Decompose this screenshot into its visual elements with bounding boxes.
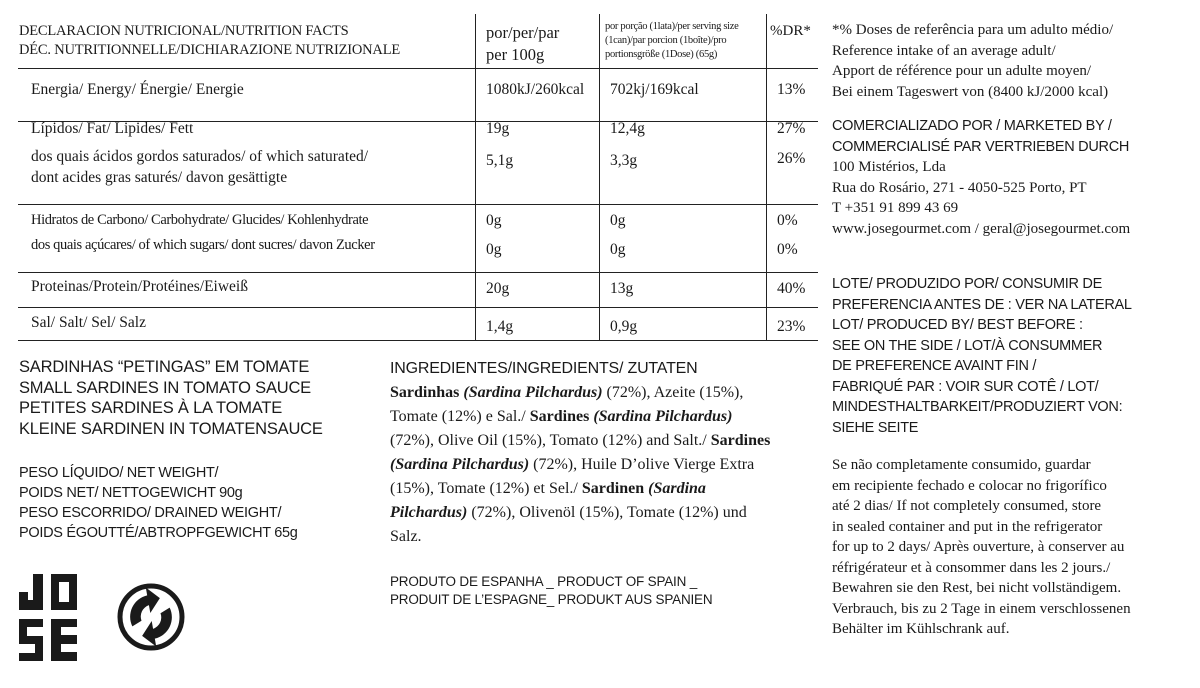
product-name-de: KLEINE SARDINEN IN TOMATENSAUCE (19, 419, 323, 438)
ingredient-rest: (72%), Olivenöl (15%), Tomate (12%) und Salz. (390, 504, 747, 545)
saturated-per100: 5,1g (486, 152, 514, 169)
reference-note-line: Bei einem Tageswert von (8400 kJ/2000 kcal) (832, 83, 1109, 100)
storage-line: em recipiente fechado e colocar no frigorífico (832, 477, 1107, 494)
lot-line: DE PREFERENCE AVAINT FIN / (832, 358, 1037, 374)
per100-header-line: per 100g (486, 45, 545, 64)
jose-logo (19, 574, 77, 661)
ingredient-latin: (Sardina Pilchardus) (390, 456, 530, 473)
table-divider (766, 14, 767, 341)
table-divider (18, 204, 818, 205)
saturated-dr: 26% (777, 150, 806, 167)
table-divider (18, 340, 818, 341)
sugars-label: dos quais açúcares/ of which sugars/ dont sucres/ davon Zucker (31, 237, 375, 253)
ingredients-text (390, 381, 780, 549)
ingredients-title: INGREDIENTES/INGREDIENTS/ ZUTATEN (390, 360, 698, 377)
table-divider (18, 272, 818, 273)
sugars-dr: 0% (777, 241, 798, 258)
company-name: 100 Mistérios, Lda (832, 159, 946, 175)
protein-dr: 40% (777, 280, 806, 297)
company-web-email: www.josegourmet.com / geral@josegourmet.com (832, 220, 1131, 237)
weight-line: PESO LÍQUIDO/ NET WEIGHT/ (19, 465, 219, 481)
serving-header (605, 20, 739, 62)
ingredient-rest: (72%), Azeite (15%), Tomate (12%) e Sal./ (390, 384, 744, 425)
saturated-label-line: dos quais ácidos gordos saturados/ of which saturated/ (31, 148, 369, 165)
storage-instructions (832, 455, 1131, 640)
storage-line: for up to 2 days/ Après ouverture, à conserver au (832, 539, 1125, 555)
fat-per100: 19g (486, 120, 510, 137)
storage-line: Verbrauch, bis zu 2 Tage in einem verschlossenen (832, 600, 1131, 617)
saturated-label-line: dont acides gras saturés/ davon gesättigte (31, 169, 288, 186)
lot-line: SEE ON THE SIDE / LOT/À CONSUMMER (832, 337, 1103, 354)
weight-line: PESO ESCORRIDO/ DRAINED WEIGHT/ (19, 505, 282, 521)
product-names (19, 357, 323, 439)
lot-info (832, 274, 1132, 438)
fat-label: Lípidos/ Fat/ Lipides/ Fett (31, 120, 194, 137)
ingredient-name: Sardinhas (390, 384, 460, 401)
weight-line: POIDS ÉGOUTTÉ/ABTROPFGEWICHT 65g (19, 525, 298, 541)
storage-line: réfrigérateur et à consommer dans les 2 jours./ (832, 559, 1111, 576)
marketer-heading: COMERCIALIZADO POR / MARKETED BY / (832, 118, 1112, 134)
reference-note-line: Reference intake of an average adult/ (832, 42, 1056, 59)
serving-header-line: portionsgröße (1Dose) (65g) (605, 49, 718, 60)
energy-label: Energia/ Energy/ Énergie/ Energie (31, 81, 244, 98)
origin (390, 573, 712, 609)
storage-line: até 2 dias/ If not completely consumed, store (832, 498, 1102, 514)
weight-line: POIDS NET/ NETTOGEWICHT 90g (19, 485, 243, 501)
green-dot-recycle-icon (117, 583, 185, 651)
reference-note (832, 20, 1113, 102)
carbs-label: Hidratos de Carbono/ Carbohydrate/ Glucides/ Kohlenhydrate (31, 212, 369, 228)
marketer-block (832, 116, 1130, 239)
salt-serving: 0,9g (610, 318, 638, 335)
energy-dr: 13% (777, 81, 806, 98)
protein-label: Proteinas/Protein/Protéines/Eiweiß (31, 278, 248, 295)
reference-note-line: Apport de référence pour un adulte moyen/ (832, 63, 1092, 79)
storage-line: in sealed container and put in the refrigerator (832, 518, 1103, 535)
storage-line: Se não completamente consumido, guardar (832, 457, 1091, 473)
salt-label: Sal/ Salt/ Sel/ Salz (31, 314, 146, 331)
lot-line: PREFERENCIA ANTES DE : VER NA LATERAL (832, 296, 1132, 313)
weights (19, 463, 298, 543)
per100-header (486, 22, 559, 66)
table-title-line: DÉC. NUTRITIONNELLE/DICHIARAZIONE NUTRIZIONALE (19, 42, 401, 58)
company-phone: T +351 91 899 43 69 (832, 200, 959, 216)
fat-serving: 12,4g (610, 120, 645, 137)
ingredient-latin: (Sardina Pilchardus) (463, 384, 603, 401)
origin-line: PRODUTO DE ESPANHA _ PRODUCT OF SPAIN _ (390, 574, 698, 589)
table-divider (475, 14, 476, 341)
company-address: Rua do Rosário, 271 - 4050-525 Porto, PT (832, 179, 1087, 196)
table-title (19, 22, 400, 60)
carbs-serving: 0g (610, 212, 626, 229)
dr-header: %DR* (770, 23, 811, 39)
product-name-pt: SARDINHAS “PETINGAS” EM TOMATE (19, 358, 310, 376)
table-divider (18, 307, 818, 308)
fat-dr: 27% (777, 120, 806, 137)
protein-per100: 20g (486, 280, 510, 297)
lot-line: FABRIQUÉ PAR : VOIR SUR COTÊ / LOT/ (832, 378, 1099, 395)
lot-line: LOT/ PRODUCED BY/ BEST BEFORE : (832, 317, 1083, 333)
carbs-per100: 0g (486, 212, 502, 229)
storage-line: Bewahren sie den Rest, bei nicht vollständigem. (832, 580, 1122, 596)
lot-line: LOTE/ PRODUZIDO POR/ CONSUMIR DE (832, 276, 1102, 292)
table-divider (18, 68, 818, 69)
saturated-label (31, 146, 368, 188)
storage-line: Behälter im Kühlschrank auf. (832, 621, 1010, 637)
energy-serving: 702kj/169kcal (610, 81, 699, 98)
ingredients (390, 357, 780, 549)
ingredient-rest: (72%), Huile D’olive Vierge Extra (15%), Tomate (12%) et Sel./ (390, 456, 755, 497)
serving-header-line: (1can)/par porcion (1boîte)/pro (605, 35, 727, 46)
saturated-serving: 3,3g (610, 152, 638, 169)
ingredient-name: Sardinen (581, 480, 645, 497)
product-name-en: SMALL SARDINES IN TOMATO SAUCE (19, 378, 311, 397)
serving-header-line: por porção (1lata)/per serving size (605, 21, 739, 32)
carbs-dr: 0% (777, 212, 798, 229)
jose-logo-mark (19, 574, 77, 661)
lot-line: MINDESTHALTBARKEIT/PRODUZIERT VON: (832, 399, 1123, 415)
table-divider (599, 14, 600, 341)
reference-note-line: *% Doses de referência para um adulto médio/ (832, 22, 1114, 38)
ingredient-name: Sardines (529, 408, 590, 425)
ingredient-rest: (72%), Olive Oil (15%), Tomato (12%) and Salt./ (390, 432, 711, 449)
recycle-icon (117, 583, 185, 651)
salt-dr: 23% (777, 318, 806, 335)
marketer-heading: COMMERCIALISÉ PAR VERTRIEBEN DURCH (832, 138, 1130, 155)
sugars-per100: 0g (486, 241, 502, 258)
sugars-serving: 0g (610, 241, 626, 258)
lot-line: SIEHE SEITE (832, 419, 919, 436)
table-title-line: DECLARACION NUTRICIONAL/NUTRITION FACTS (19, 23, 349, 39)
per100-header-line: por/per/par (486, 23, 560, 42)
nutrition-table (18, 14, 818, 341)
origin-line: PRODUIT DE L’ESPAGNE_ PRODUKT AUS SPANIEN (390, 592, 713, 607)
protein-serving: 13g (610, 280, 634, 297)
ingredient-name: Sardines (710, 432, 771, 449)
salt-per100: 1,4g (486, 318, 514, 335)
product-name-fr: PETITES SARDINES À LA TOMATE (19, 399, 283, 417)
ingredient-latin: (Sardina Pilchardus) (593, 408, 733, 425)
energy-per100: 1080kJ/260kcal (486, 81, 585, 98)
ingredient-latin: (Sardina Pilchardus) (390, 480, 706, 521)
